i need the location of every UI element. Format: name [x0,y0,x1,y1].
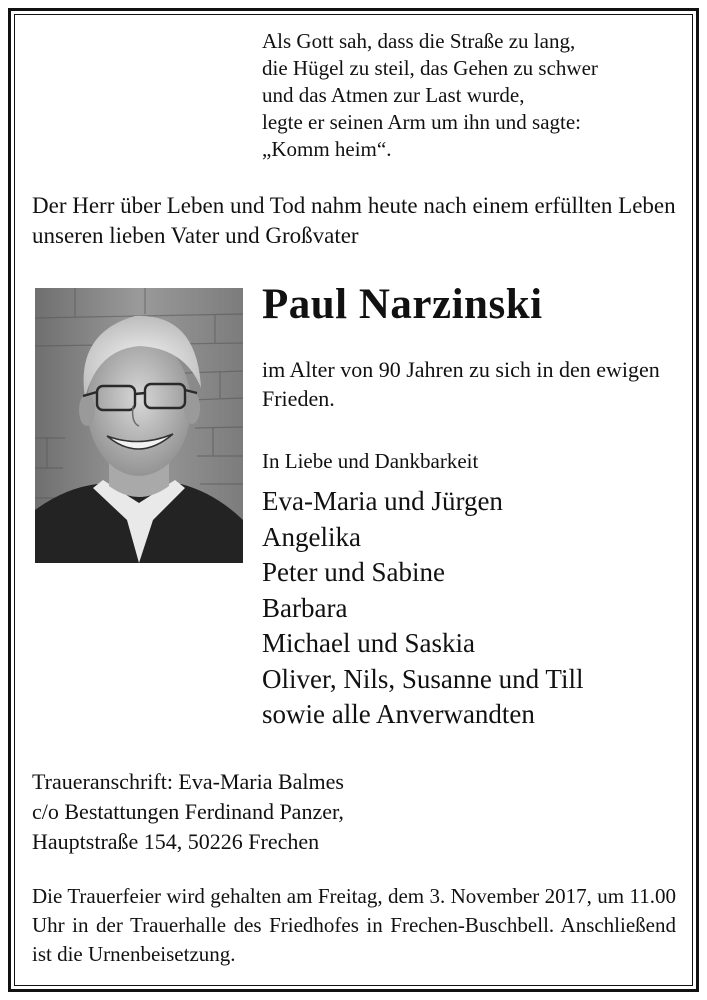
intro-text: Der Herr über Leben und Tod nahm heute nach einem erfüllten Leben unseren lieben Vater und Großvater [32,193,676,248]
age-text: im Alter von 90 Jahren zu sich in den ewigen Frieden. [262,357,660,411]
poem-line: und das Atmen zur Last wurde, [262,83,525,107]
deceased-name: Paul Narzinski [262,281,543,328]
mourner-name: sowie alle Anverwandten [262,699,535,729]
mourner-name: Peter und Sabine [262,557,445,587]
mourner-name: Barbara [262,592,348,623]
poem-line: „Komm heim“. [262,137,392,161]
mourner-name: Oliver, Nils, Susanne und Till [262,663,584,694]
mourners-list [262,484,583,733]
mourner-name: Eva-Maria und Jürgen [262,486,503,516]
address-line: Hauptstraße 154, 50226 Frechen [32,829,320,854]
address-line: c/o Bestattungen Ferdinand Panzer, [32,799,344,824]
poem-line: legte er seinen Arm um ihn und sagte: [262,110,582,134]
poem-line: Als Gott sah, dass die Straße zu lang, [262,29,576,53]
mourning-address [32,767,344,857]
service-info: Die Trauerfeier wird gehalten am Freitag, dem 3. November 2017, um 11.00 Uhr in der Trauerhalle des Friedhofes in Frechen-Buschbell. Anschließend ist die Urnenbeisetzung. [32,884,676,966]
poem-line: die Hügel zu steil, das Gehen zu schwer [262,56,598,80]
poem [262,28,598,163]
mourner-name: Angelika [262,521,361,552]
mourner-name: Michael und Saskia [262,628,475,658]
address-line: Traueranschrift: Eva-Maria Balmes [32,769,344,794]
portrait-photo [35,288,243,563]
mourners-heading: In Liebe und Dankbarkeit [262,449,479,473]
